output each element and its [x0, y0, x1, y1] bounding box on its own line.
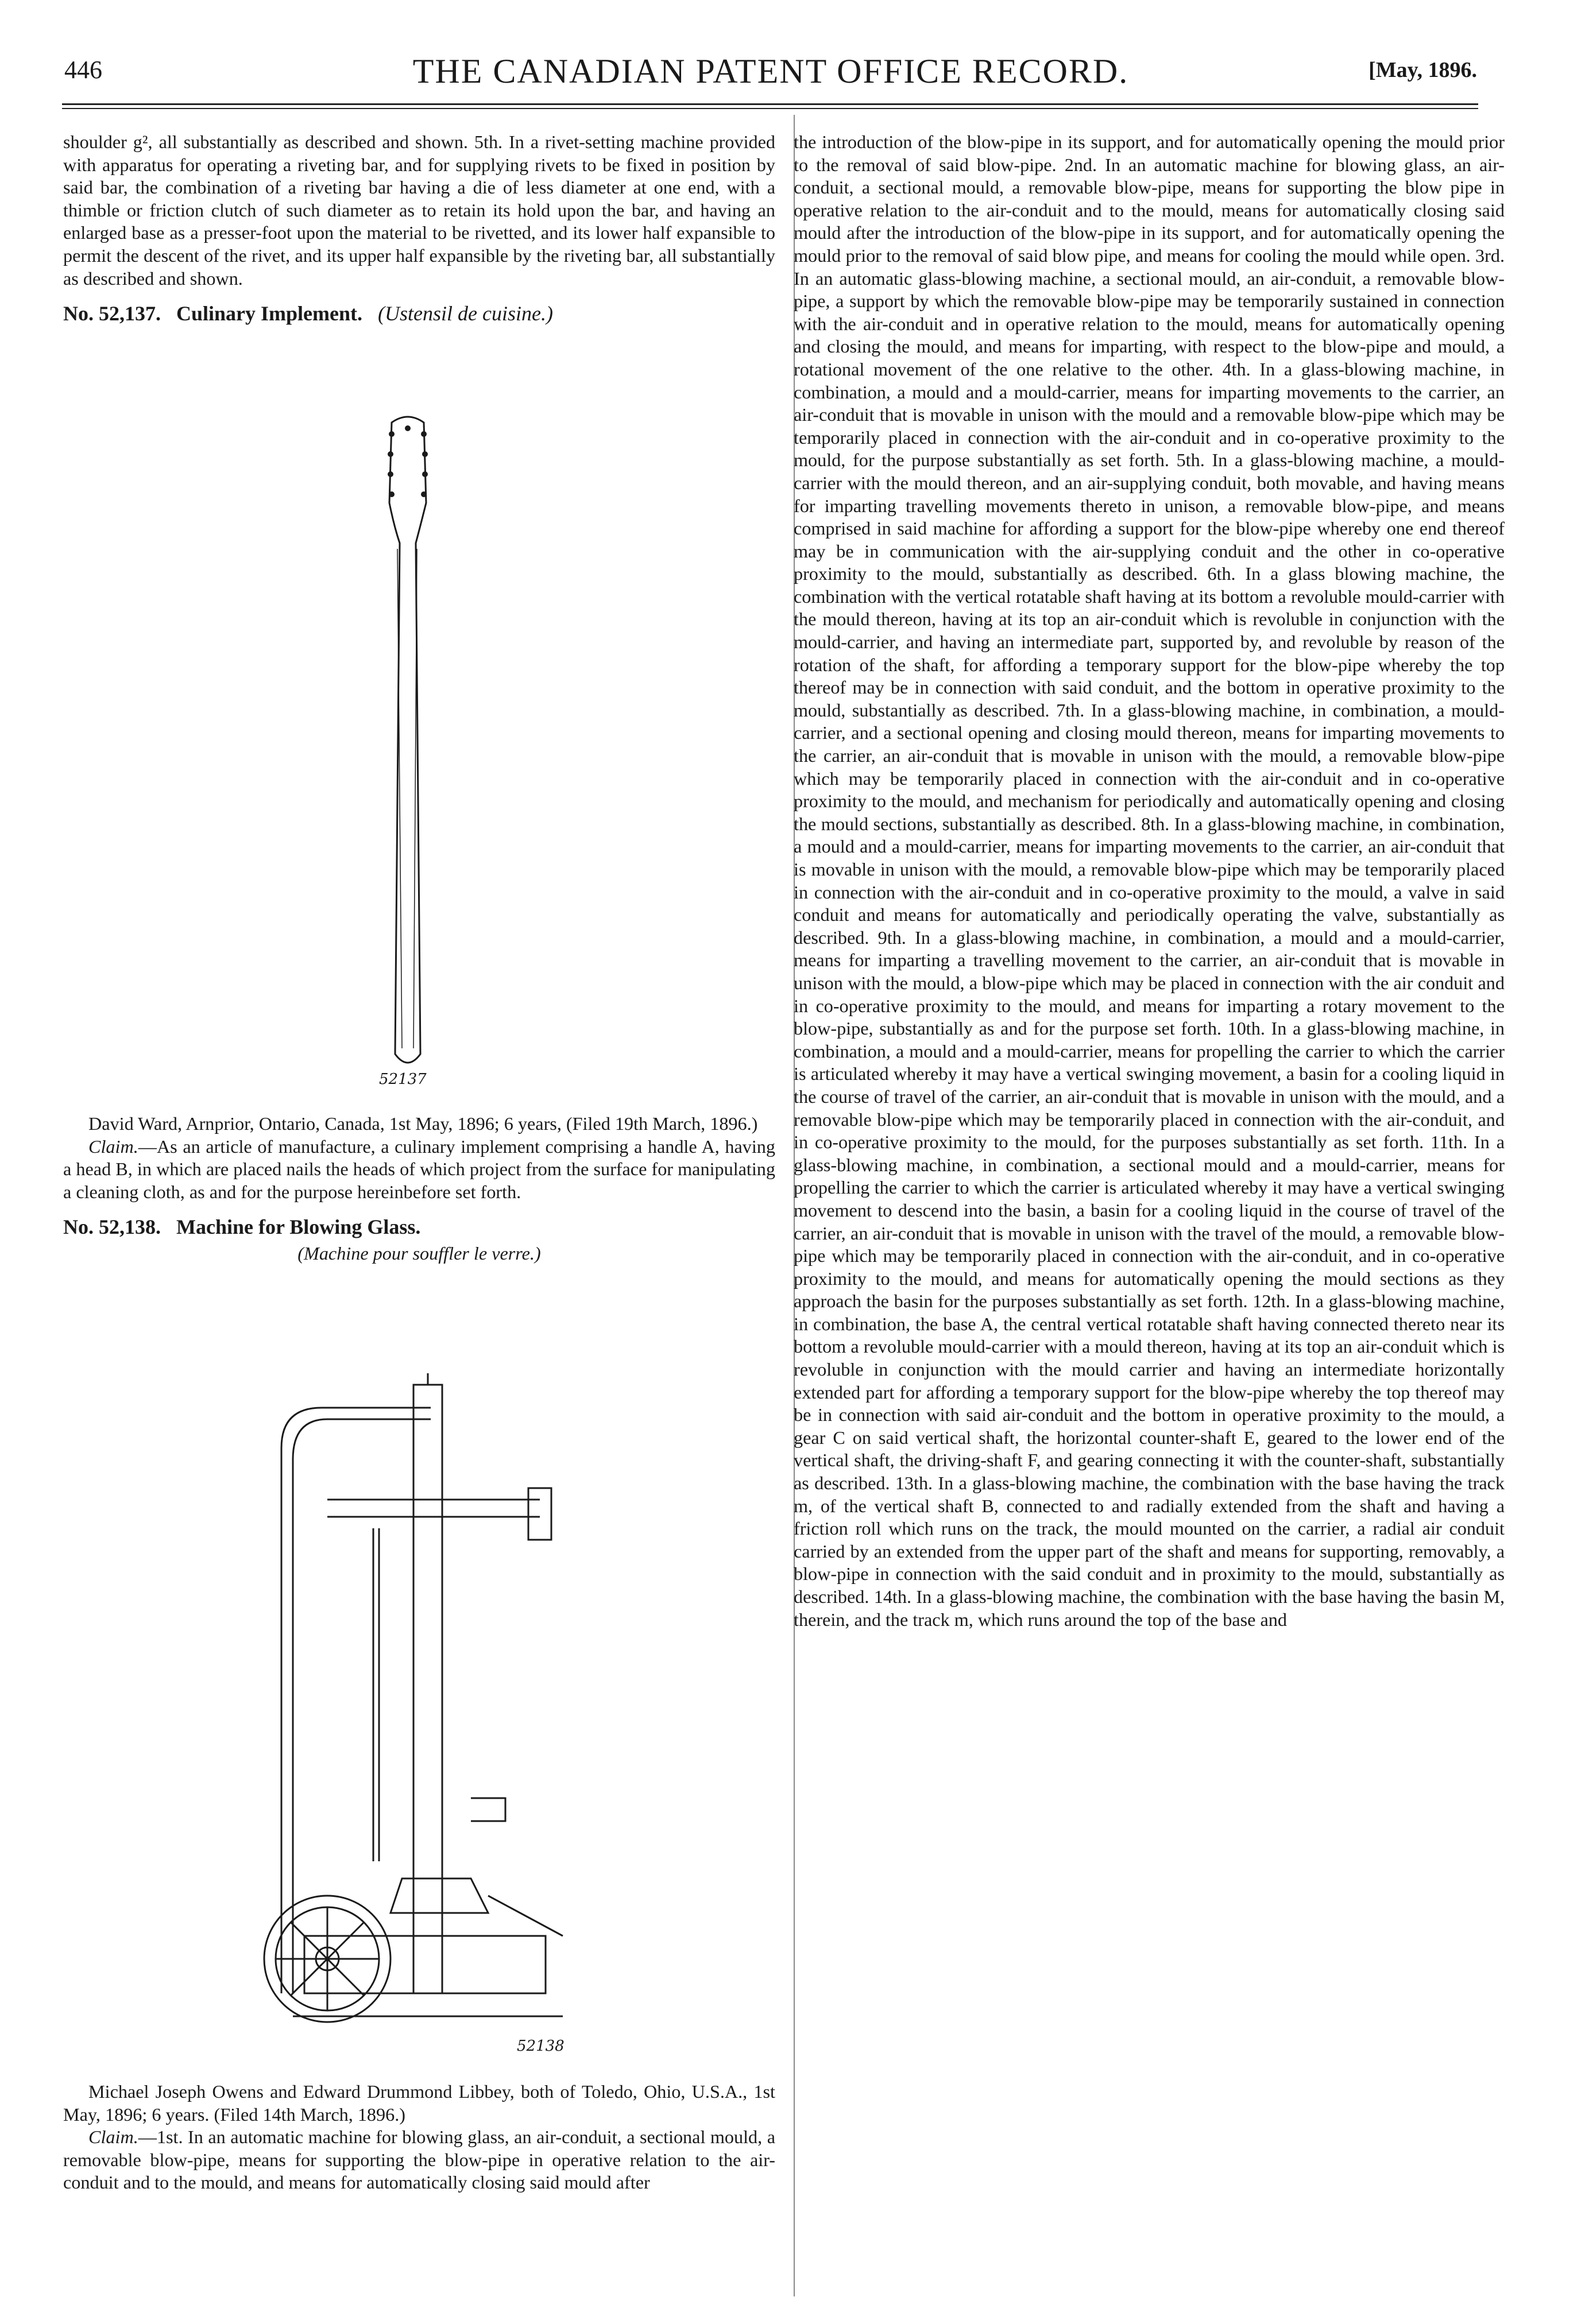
culinary-implement-drawing [356, 411, 459, 1089]
patent-title: Culinary Implement. [176, 302, 362, 326]
publication-title: THE CANADIAN PATENT OFFICE RECORD. [412, 52, 1129, 90]
left-column-middle [63, 1113, 775, 1265]
patent-title: Machine for Blowing Glass. [176, 1215, 421, 1239]
figure-label: 52138 [517, 2038, 565, 2055]
patent-alt-title: (Ustensil de cuisine.) [378, 302, 553, 326]
glass-blowing-machine-drawing [241, 1362, 609, 2062]
header-rule [62, 103, 1478, 105]
claim-paragraph [63, 1136, 775, 1204]
page-number: 446 [64, 56, 102, 84]
claim-text: —1st. In an automatic machine for blowing glass, an air-conduit, a sectional mould, a removable blow-pipe, means for supporting the blow-pipe in operative relation to the air-conduit and to the mould, and means for automatically closing said mould after [63, 2127, 775, 2193]
patent-number: No. 52,137. [63, 302, 161, 326]
right-column [794, 131, 1505, 1631]
inventor-line: Michael Joseph Owens and Edward Drummond Libbey, both of Toledo, Ohio, U.S.A., 1st May, 1896; 6 years. (Filed 14th March, 1896.) [63, 2081, 775, 2125]
culinary-implement-figure [356, 411, 459, 1089]
claim-paragraph [63, 2126, 775, 2194]
figure-label: 52137 [379, 1071, 427, 1088]
patent-heading-52137 [63, 303, 775, 326]
inventor-line: David Ward, Arnprior, Ontario, Canada, 1st May, 1896; 6 years, (Filed 19th March, 1896.) [88, 1113, 758, 1134]
left-column-bottom [63, 2081, 775, 2194]
issue-date: [May, 1896. [1368, 58, 1477, 82]
left-column-top [63, 131, 775, 329]
claim-label: Claim. [88, 2127, 138, 2148]
claims-continued-text: the introduction of the blow-pipe in its support, and for automatically opening the mould prior to the removal of said blow-pipe. 2nd. In an automatic machine for blowing glass, an air-conduit, a sectional mould, a removable blow-pipe, means for supporting the blow pipe in operative relation to the air-conduit and to the mould, means for automatically closing said mould after the introduction of the blow-pipe in its support, and for automatically opening the mould prior to the removal of said blow pipe, and means for cooling the mould while open. 3rd. In an automatic glass-blowing machine, a sectional mould, an air-conduit, a removable blow-pipe, a support by which the removable blow-pipe may be temporarily sustained in connection with the air-conduit and in operative relation to the mould, means for automatically opening and closing the mould, and means for imparting, with respect to the blow-pipe and mould, a rotational movement of the one relative to the other. 4th. In a glass-blowing machine, in combination, a mould and a mould-carrier, means for imparting movements to the carrier, an air-conduit that is movable in unison with the mould and a removable blow-pipe which may be temporarily placed in connection with the air-conduit and in co-operative proximity to the mould, for the purpose substantially as set forth. 5th. In a glass-blowing machine, a mould-carrier with the mould thereon, and an air-supplying conduit, both movable, and having means for imparting travelling movements thereto in unison, a removable blow-pipe, and means comprised in said machine for affording a support for the blow-pipe whereby one end thereof may be in communication with the air-supplying conduit and the other in co-operative proximity to the mould, substantially as described. 6th. In a glass blowing machine, the combination with the vertical rotatable shaft having at its bottom a revoluble mould-carrier with the mould thereon, having at its top an air-conduit which is revoluble in conjunction with the mould-carrier, and having an intermediate part, supported by, and revoluble by reason of the rotation of the shaft, for affording a temporary support for the blow-pipe whereby the top thereof may be in connection with said conduit, and the bottom in operative proximity to the mould, substantially as described. 7th. In a glass-blowing machine, in combination, a mould-carrier, and a sectional opening and closing mould thereon, means for imparting movements to the carrier, an air-conduit that is movable in unison with the mould, a removable blow-pipe which may be temporarily placed in connection with the air-conduit and in co-operative proximity to the mould, and mechanism for periodically and automatically opening and closing the mould sections, substantially as described. 8th. In a glass-blowing machine, in combination, a mould and a mould-carrier, means for imparting movements to the carrier, an air-conduit that is movable in unison with the mould, a removable blow-pipe which may be temporarily placed in connection with the air-conduit and in co-operative proximity to the mould, a valve in said conduit and means for automatically and periodically operating the valve, substantially as described. 9th. In a glass-blowing machine, in combination, a mould and a mould-carrier, means for imparting a travelling movement to the carrier, an air-conduit that is movable in unison with the mould, a blow-pipe which may be placed in connection with the air conduit and in co-operative proximity to the mould, and means for imparting a rotary movement to the blow-pipe, substantially as and for the purpose set forth. 10th. In a glass-blowing machine, in combination, a mould and a mould-carrier, means for propelling the carrier to which the carrier is articulated whereby it may have a vertical swinging movement, a basin for a cooling liquid in the course of travel of the carrier, an air-conduit that is movable in unison with the mould, and a removable blow-pipe which may be temporarily placed in connection with the air-conduit, and in co-operative proximity to the mould, for the purposes substantially as set forth. 11th. In a glass-blowing machine, in combination, a sectional mould and a mould-carrier, means for propelling the carrier to which the carrier is articulated whereby it may have a vertical swinging movement to descend into the basin, a basin for a cooling liquid in the course of travel of the carrier, an air-conduit that is movable in unison with the travel of the mould, a removable blow-pipe which may be temporarily placed in connection with the air-conduit, and in co-operative proximity to the mould, and means for automatically opening the mould sections as they approach the basin for the purposes substantially as set forth. 12th. In a glass-blowing machine, in combination, the base A, the central vertical rotatable shaft having connected thereto near its bottom a revoluble mould-carrier with a mould thereon, having at its top an air-conduit which is revoluble in conjunction with the mould carrier and having an intermediate horizontally extended part for affording a temporary support for the blow-pipe whereby the top thereof may be in connection with said air-conduit and the bottom in operative proximity to the mould, a gear C on said vertical shaft, the horizontal counter-shaft E, geared to the lower end of the vertical shaft, the driving-shaft F, and gearing connecting it with the counter-shaft, substantially as described. 13th. In a glass-blowing machine, the combination with the base having the track m, of the vertical shaft B, connected to and radially extended from the shaft and having a friction roll which runs on the track, the mould mounted on the carrier, a radial air conduit carried by an extended from the upper part of the shaft and means for supporting, removably, a blow-pipe in connection with the said conduit and in proximity to the mould, substantially as described. 14th. In a glass-blowing machine, the combination with the base having the basin M, therein, and the track m, which runs around the top of the base and [794, 131, 1505, 1630]
claim-text: —As an article of manufacture, a culinary implement comprising a handle A, having a head B, in which are placed nails the heads of which project from the surface for manipulating a cleaning cloth, as and for the purpose hereinbefore set forth. [63, 1136, 775, 1202]
patent-alt-title: (Machine pour souffler le verre.) [297, 1242, 541, 1264]
header-rule-thin [62, 108, 1478, 109]
page-header [64, 52, 1477, 95]
continued-claim-text: shoulder g², all substantially as described and shown. 5th. In a rivet-setting machine provided with apparatus for operating a riveting bar, and for supplying rivets to be fixed in position by said bar, the combination of a riveting bar having a die of less diameter at one end, with a thimble or friction clutch of such diameter as to retain its hold upon the bar, and having an enlarged base as a presser-foot upon the material to be rivetted, and its lower half expansible to permit the descent of the rivet, and its upper half expansible by the riveting bar, all substantially as described and shown. [63, 131, 775, 289]
patent-number: No. 52,138. [63, 1215, 161, 1239]
claim-label: Claim. [88, 1136, 138, 1157]
glass-blowing-machine-figure [241, 1362, 609, 2062]
patent-heading-52138 [63, 1216, 775, 1239]
